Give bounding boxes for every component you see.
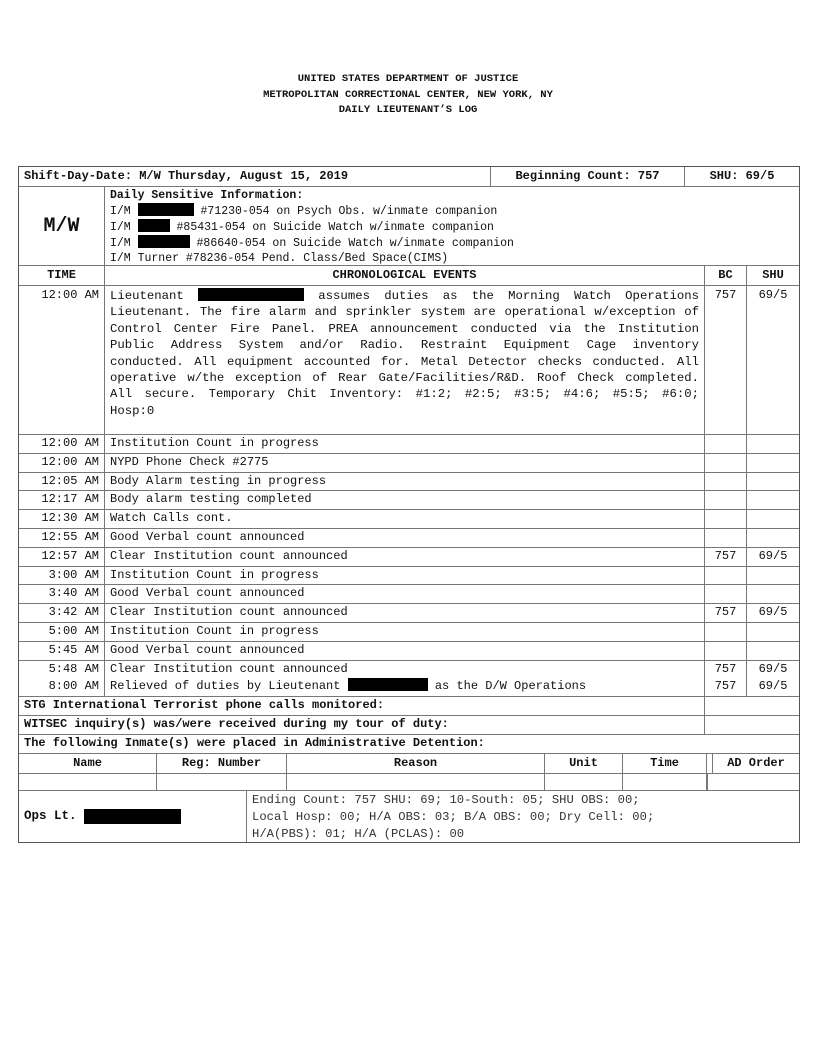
redaction-bar xyxy=(138,235,190,248)
sensitive-line: I/M #86640-054 on Suicide Watch w/inmate companion xyxy=(110,237,514,250)
event-shu xyxy=(747,454,799,472)
event-text: Lieutenant assumes duties as the Morning Watch Operations Lieutenant. The fire alarm and sprinkler system are operational w/exception of Control Center Fire Panel. PREA announcement conducted via the Institution Public Address System and/or Radio. Restraint Equipment Cage inventory conducted. All equipment accounted for. Metal Detector checks conducted. All operative w/the exception of Rear Gate/Facilities/R&D. Roof Check completed. All secure. Temporary Chit Inventory: #1:2; #2:5; #3:5; #4:6; #5:5; #6:0; Hosp:0 xyxy=(105,286,705,434)
event-row xyxy=(19,510,799,529)
event-text: Body Alarm testing in progress xyxy=(105,473,705,491)
sensitive-line: I/M #71230-054 on Psych Obs. w/inmate companion xyxy=(110,205,498,218)
redaction-bar xyxy=(198,288,304,301)
event-bc xyxy=(705,642,747,660)
event-bc xyxy=(705,473,747,491)
event-shu: 69/5 xyxy=(758,661,788,676)
ad-col-order: AD Order xyxy=(727,755,785,770)
header-line-log-title: DAILY LIEUTENANT’S LOG xyxy=(338,104,478,116)
event-row xyxy=(19,491,799,510)
sensitive-line: I/M #85431-054 on Suicide Watch w/inmate companion xyxy=(110,221,494,234)
event-row xyxy=(19,548,799,567)
event-text: Body alarm testing completed xyxy=(105,491,705,509)
event-time: 12:00 AM xyxy=(19,454,105,472)
event-row xyxy=(19,473,799,492)
event-time: 5:48 AM xyxy=(19,661,105,679)
event-time: 5:00 AM xyxy=(19,623,105,641)
event-time: 12:00 AM xyxy=(19,435,105,453)
ending-line: H/A(PBS): 01; H/A (PCLAS): 00 xyxy=(252,826,465,841)
event-time: 3:40 AM xyxy=(19,585,105,603)
event-shu xyxy=(747,623,799,641)
event-text: Good Verbal count announced xyxy=(105,585,705,603)
admin-detention-row xyxy=(19,735,799,754)
event-shu xyxy=(747,435,799,453)
event-time: 3:00 AM xyxy=(19,567,105,585)
event-time: 12:17 AM xyxy=(19,491,105,509)
event-bc xyxy=(705,454,747,472)
event-bc xyxy=(705,585,747,603)
ops-lt-label: Ops Lt. xyxy=(24,809,77,824)
event-shu: 69/5 xyxy=(758,548,788,563)
event-text: Watch Calls cont. xyxy=(105,510,705,528)
witsec-row xyxy=(19,716,799,735)
event-row xyxy=(19,604,799,623)
col-shu: SHU xyxy=(762,268,784,282)
ending-count xyxy=(247,791,799,842)
event-time: 3:42 AM xyxy=(19,604,105,622)
shu-count: SHU: 69/5 xyxy=(709,169,775,183)
redaction-bar xyxy=(138,203,194,216)
event-row xyxy=(19,585,799,604)
event-time: 12:00 AM xyxy=(19,286,105,434)
col-time: TIME xyxy=(19,266,105,285)
event-shu xyxy=(747,510,799,528)
event-text: Clear Institution count announced xyxy=(105,604,705,622)
event-bc: 757 xyxy=(705,604,747,622)
event-text: Institution Count in progress xyxy=(105,435,705,453)
stg-row xyxy=(19,697,799,716)
event-shu xyxy=(747,642,799,660)
sensitive-line: I/M Turner #78236-054 Pend. Class/Bed Space(CIMS) xyxy=(110,252,449,265)
stg-label: STG International Terrorist phone calls monitored: xyxy=(19,697,705,715)
ad-col-reason: Reason xyxy=(287,754,545,773)
shift-code: M/W xyxy=(19,187,105,265)
sensitive-title: Daily Sensitive Information: xyxy=(110,189,304,202)
event-bc xyxy=(705,510,747,528)
event-time: 12:30 AM xyxy=(19,510,105,528)
event-text: Good Verbal count announced xyxy=(105,642,705,660)
event-text: NYPD Phone Check #2775 xyxy=(105,454,705,472)
ad-col-time: Time xyxy=(623,754,707,773)
event-row xyxy=(19,454,799,473)
ad-column-header xyxy=(19,754,799,774)
event-row xyxy=(19,286,799,435)
event-text: Institution Count in progress xyxy=(105,567,705,585)
event-text: Clear Institution count announced xyxy=(105,548,705,566)
header-line-agency: UNITED STATES DEPARTMENT OF JUSTICE xyxy=(297,73,519,85)
event-time: 12:55 AM xyxy=(19,529,105,547)
event-row xyxy=(19,567,799,586)
event-time: 12:05 AM xyxy=(19,473,105,491)
shift-row xyxy=(19,167,799,187)
sensitive-info-row xyxy=(19,187,799,266)
ending-line: Local Hosp: 00; H/A OBS: 03; B/A OBS: 00; Dry Cell: 00; xyxy=(252,809,655,824)
event-shu xyxy=(747,491,799,509)
events-column-header xyxy=(19,266,799,286)
event-bc: 757 xyxy=(705,678,747,696)
event-row xyxy=(19,435,799,454)
admin-detention-label: The following Inmate(s) were placed in Administrative Detention: xyxy=(24,735,485,750)
event-shu xyxy=(747,567,799,585)
event-shu: 69/5 xyxy=(758,605,788,620)
ending-line: Ending Count: 757 SHU: 69; 10-South: 05; SHU OBS: 00; xyxy=(252,792,640,807)
event-bc xyxy=(705,491,747,509)
event-shu xyxy=(747,585,799,603)
ops-lt xyxy=(19,791,247,842)
header-line-facility: METROPOLITAN CORRECTIONAL CENTER, NEW YORK, NY xyxy=(263,88,553,101)
event-row xyxy=(19,678,799,697)
event-shu xyxy=(747,473,799,491)
col-bc: BC xyxy=(705,266,747,285)
event-row xyxy=(19,661,799,679)
footer-row xyxy=(19,791,799,842)
event-row xyxy=(19,623,799,642)
event-bc xyxy=(705,623,747,641)
event-bc xyxy=(705,529,747,547)
redaction-bar xyxy=(138,219,170,232)
ad-empty-row xyxy=(19,774,799,791)
event-shu xyxy=(747,529,799,547)
col-events: CHRONOLOGICAL EVENTS xyxy=(105,266,705,285)
redaction-bar xyxy=(348,678,428,691)
witsec-label: WITSEC inquiry(s) was/were received during my tour of duty: xyxy=(19,716,705,734)
event-text: Institution Count in progress xyxy=(105,623,705,641)
log-table xyxy=(18,166,800,843)
event-time: 8:00 AM xyxy=(19,678,105,696)
event-bc xyxy=(705,567,747,585)
event-text: Relieved of duties by Lieutenant as the D/W Operations xyxy=(105,678,705,696)
event-bc xyxy=(705,435,747,453)
event-bc: 757 xyxy=(705,661,747,679)
sensitive-info xyxy=(105,187,799,265)
document-header xyxy=(0,72,816,119)
event-shu: 69/5 xyxy=(758,679,788,694)
redaction-bar xyxy=(84,809,181,824)
event-bc: 757 xyxy=(705,286,747,434)
event-row xyxy=(19,642,799,661)
event-text: Good Verbal count announced xyxy=(105,529,705,547)
event-text: Clear Institution count announced xyxy=(105,661,705,679)
event-bc: 757 xyxy=(705,548,747,566)
event-row xyxy=(19,529,799,548)
event-shu: 69/5 xyxy=(758,288,788,302)
event-time: 5:45 AM xyxy=(19,642,105,660)
shift-day-date: Shift-Day-Date: M/W Thursday, August 15, 2019 xyxy=(19,167,491,186)
ad-col-reg: Reg: Number xyxy=(157,754,287,773)
ad-col-unit: Unit xyxy=(545,754,623,773)
event-time: 12:57 AM xyxy=(19,548,105,566)
beginning-count: Beginning Count: 757 xyxy=(491,167,685,186)
ad-col-name: Name xyxy=(19,754,157,773)
